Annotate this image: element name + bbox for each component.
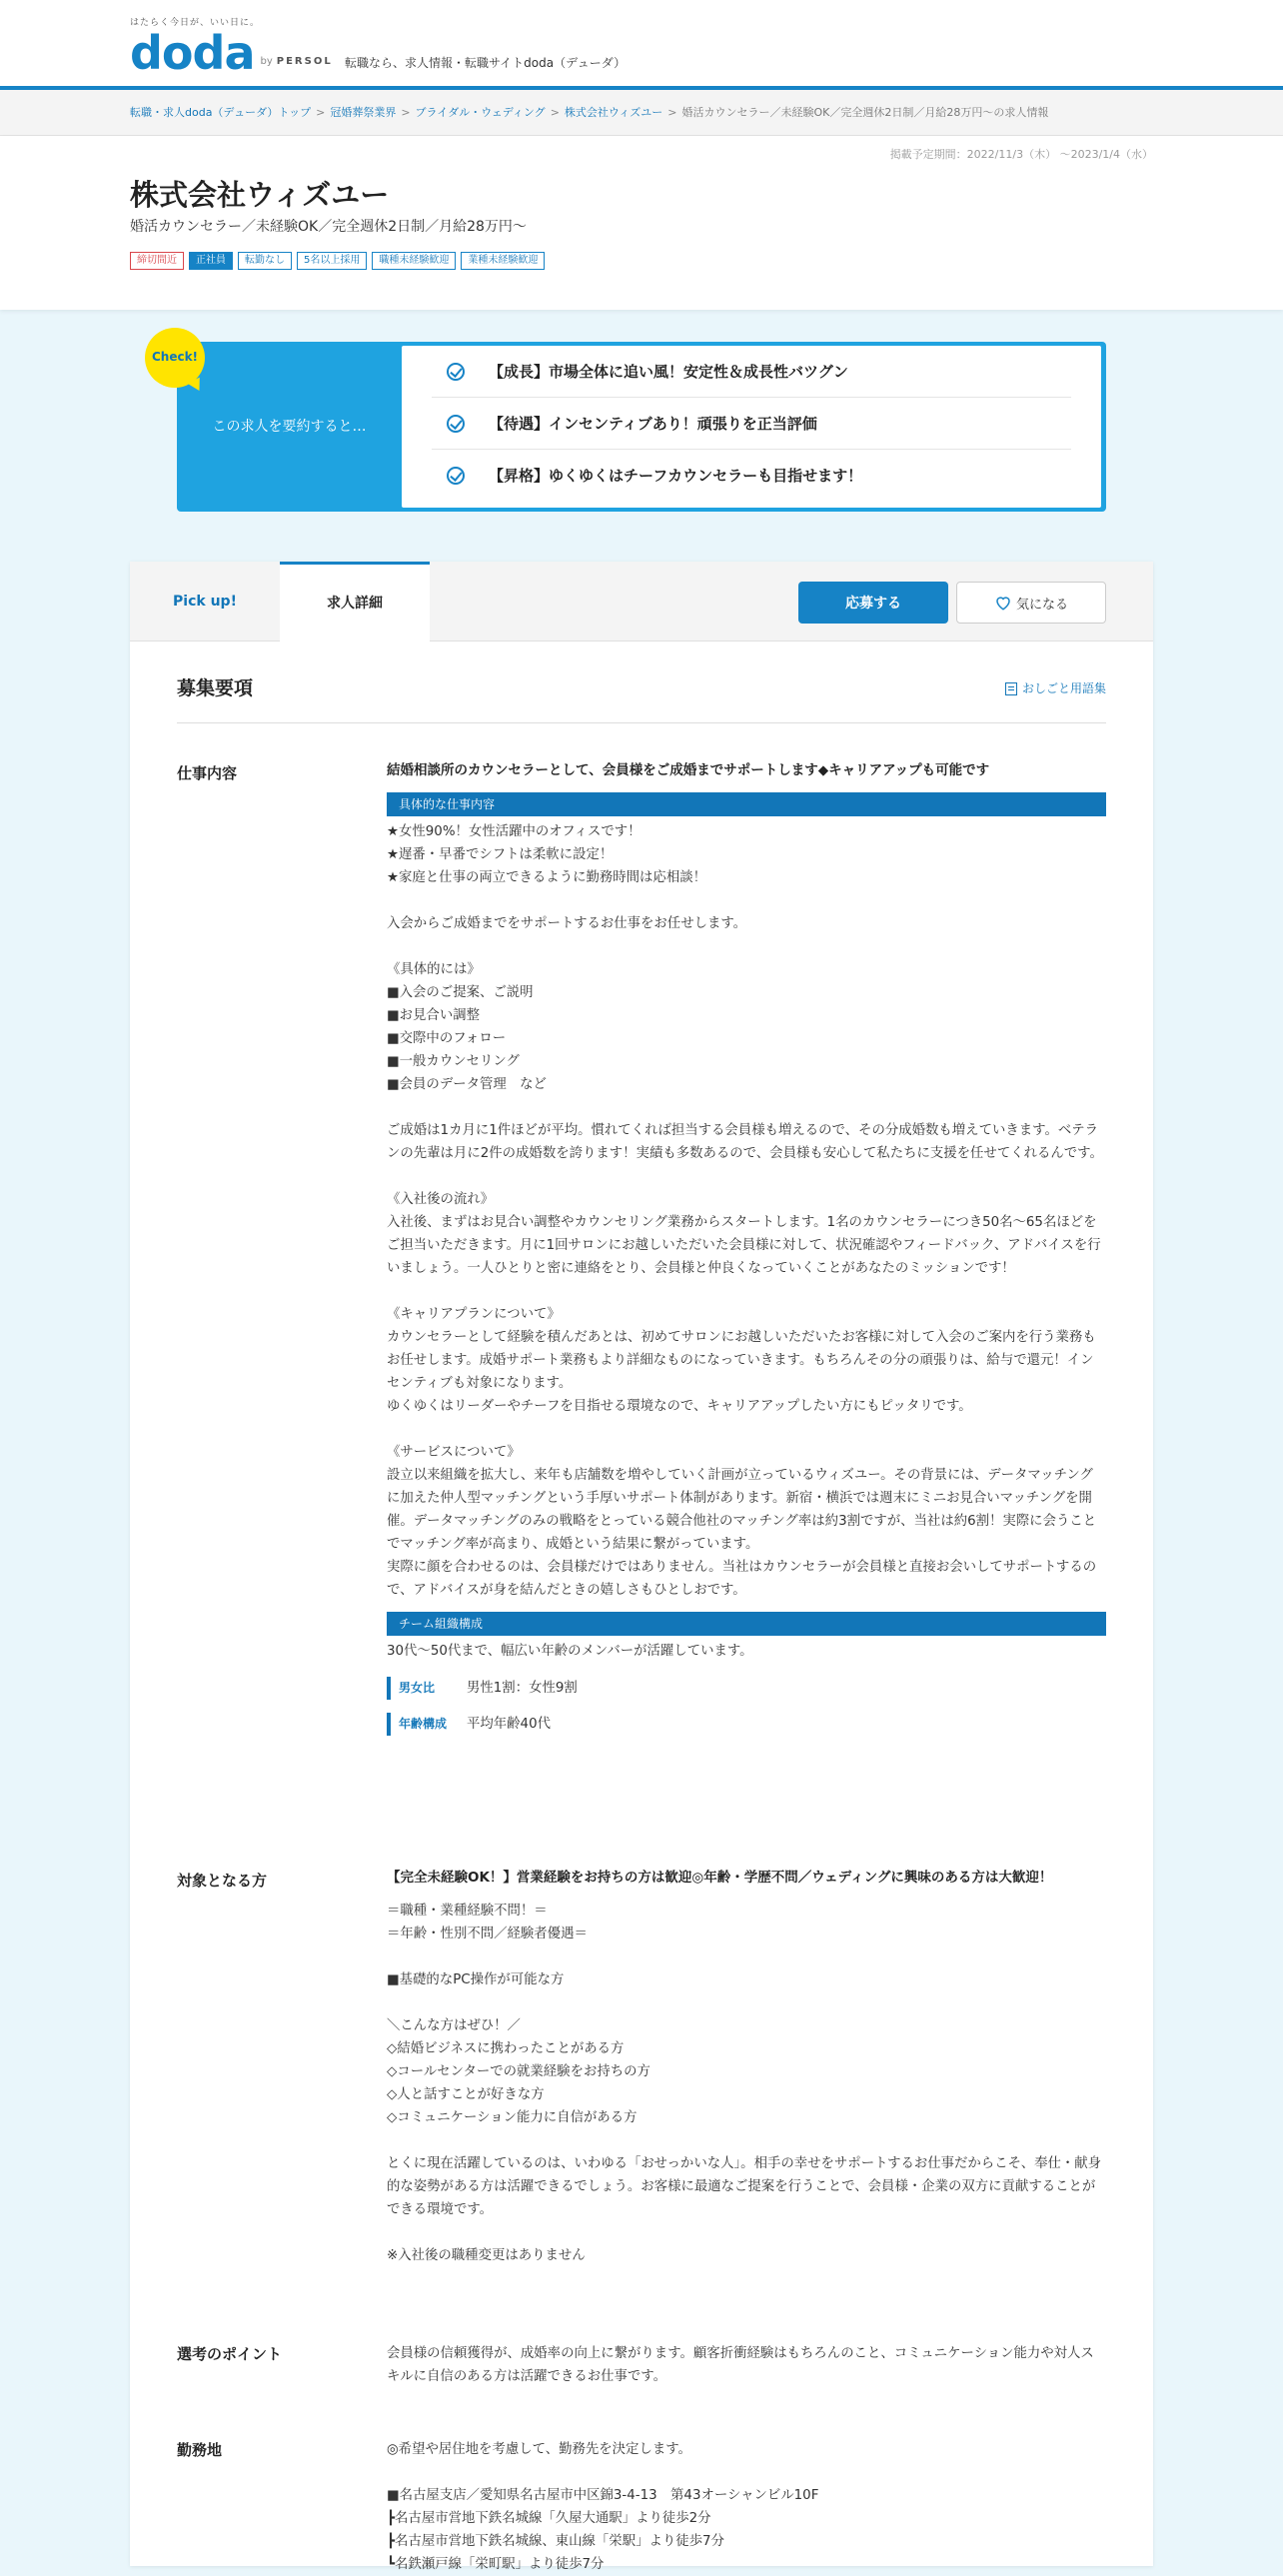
company-name: 株式会社ウィズユー: [130, 178, 390, 212]
summary-item-text: 【成長】市場全体に追い風！安定性＆成長性バツグン: [489, 362, 848, 381]
apply-button[interactable]: 応募する: [798, 582, 948, 624]
tag-full-time: 正社員: [189, 252, 233, 270]
tag-occupation-inexperienced: 職種未経験歓迎: [372, 252, 456, 270]
age-composition-value: 平均年齢40代: [467, 1716, 551, 1732]
summary-item: [432, 398, 1071, 450]
work-label: 仕事内容: [177, 764, 238, 782]
logo-tagline: はたらく今日が、いい日に。: [130, 18, 261, 28]
target-label: 対象となる方: [177, 1872, 268, 1890]
post-period: 掲載予定期間：2022/11/3（木） ～2023/1/4（水）: [889, 148, 1153, 161]
breadcrumb-separator: >: [401, 105, 411, 119]
check-circle-icon: [447, 415, 465, 433]
gender-ratio-value: 男性1割：女性9割: [467, 1680, 578, 1696]
breadcrumb-separator: >: [550, 105, 560, 119]
favorite-button[interactable]: [956, 582, 1106, 624]
check-badge: Check!: [145, 328, 205, 388]
breadcrumb: [0, 90, 1283, 136]
target-content: [387, 1867, 1106, 2267]
job-header: [0, 136, 1283, 310]
team-text: 30代～50代まで、幅広い年齢のメンバーが活躍しています。: [387, 1644, 753, 1659]
age-composition-key: 年齢構成: [387, 1713, 467, 1736]
logo-persol: PERSOL: [276, 56, 333, 68]
breadcrumb-current: 婚活カウンセラー／未経験OK／完全週休2日制／月給28万円～の求人情報: [681, 105, 1049, 119]
section-header: [177, 673, 1106, 723]
selection-label: 選考のポイント: [177, 2345, 283, 2363]
tab-job-detail[interactable]: 求人詳細: [280, 562, 430, 643]
summary-item-text: 【待遇】インセンティブあり！頑張りを正当評価: [489, 414, 817, 433]
gender-ratio-key: 男女比: [387, 1677, 467, 1700]
summary-item: [432, 346, 1071, 398]
site-header: [0, 0, 1283, 90]
glossary-link[interactable]: [1005, 679, 1106, 698]
gender-ratio: [387, 1677, 1106, 1699]
tag-industry-inexperienced: 業種未経験歓迎: [461, 252, 545, 270]
breadcrumb-top[interactable]: 転職・求人doda（デューダ）トップ: [130, 105, 312, 119]
doda-logo[interactable]: [130, 16, 333, 81]
summary-label: この求人を要約すると…: [212, 418, 367, 435]
selection-content: [387, 2342, 1106, 2388]
work-detail-bar: 具体的な仕事内容: [387, 792, 1106, 816]
selection-body: 会員様の信頼獲得が、成婚率の向上に繋がります。顧客折衝経験はもちろんのこと、コミュニケーション能力や対人スキルに自信のある方は活躍できるお仕事です。: [387, 2346, 1094, 2384]
age-composition: [387, 1713, 1106, 1735]
logo-wordmark: doda: [130, 26, 255, 81]
check-circle-icon: [447, 467, 465, 485]
breadcrumb-separator: >: [667, 105, 677, 119]
job-title: 婚活カウンセラー／未経験OK／完全週休2日制／月給28万円～: [130, 219, 527, 235]
job-tags: [130, 252, 545, 270]
check-circle-icon: [447, 363, 465, 381]
breadcrumb-category[interactable]: ブライダル・ウェディング: [415, 105, 546, 119]
tag-multiple-hires: 5名以上採用: [297, 252, 367, 270]
target-body: ＝職種・業種経験不問！＝ ＝年齢・性別不問／経験者優遇＝ ■基礎的なPC操作が可能な方 ＼こんな方はぜひ！／ ◇結婚ビジネスに携わったことがある方 ◇コールセンターでの就業経験をお持ちの方 ◇人と話すことが好きな方 ◇コミュニケーション能力に自信がある方 とくに現在活躍しているのは、いわゆる「おせっかいな人」。相手の幸せをサポートするお仕事だからこそ、奉仕・献身的な姿勢がある方は活躍できるでしょう。お客様に最適なご提案を行うことで、会員様・企業の双方に貢献することができる環境です。 ※入社後の職種変更はありません: [387, 1904, 1102, 2263]
glossary-label: おしごと用語集: [1021, 681, 1106, 695]
location-content: [387, 2438, 1106, 2576]
location-body: ◎希望や居住地を考慮して、勤務先を決定します。 ■名古屋支店／愛知県名古屋市中区錦3-4-13 第43オーシャンビル10F ┣名古屋市営地下鉄名城線「久屋大通駅」より徒歩2分 ┣名古屋市営地下鉄名城線、東山線「栄駅」より徒歩7分 ┗名鉄瀬戸線「栄町駅」より徒歩7分: [387, 2442, 819, 2572]
breadcrumb-company[interactable]: 株式会社ウィズユー: [564, 105, 663, 119]
tab-bar: [130, 562, 1153, 642]
tag-closing-soon: 締切間近: [130, 252, 184, 270]
summary-item-text: 【昇格】ゆくゆくはチーフカウンセラーも目指せます！: [489, 467, 863, 485]
work-body: ★女性90%！女性活躍中のオフィスです！ ★遅番・早番でシフトは柔軟に設定！ ★家庭と仕事の両立できるように勤務時間は応相談！ 入会からご成婚までをサポートするお仕事をお任せします。 《具体的には》 ■入会のご提案、ご説明 ■お見合い調整 ■交際中のフォロー ■一般カウンセリング ■会員のデータ管理 など ご成婚は1カ月に1件ほどが平均。慣れてくれば担当する会員様も増えるので、その分成婚数も増えていきます。ベテランの先輩は月に2件の成婚数を誇ります！実績も多数あるので、会員様も安心して私たちに支援を任せてくれるんです。 《入社後の流れ》 入社後、まずはお見合い調整やカウンセリング業務からスタートします。1名のカウンセラーにつき50名～65名ほどをご担当いただきます。月に1回サロンにお越しいただいた会員様に対して、状況確認やフィードバック、アドバイスを行いましょう。一人ひとりと密に連絡をとり、会員様と仲良くなっていくことがあなたのミッションです！ 《キャリアプランについて》 カウンセラーとして経験を積んだあとは、初めてサロンにお越しいただいたお客様に対して入会のご案内を行う業務もお任せします。成婚サポート業務もより詳細なものになっていきます。もちろんその分の頑張りは、給与で還元！インセンティブも対象になります。 ゆくゆくはリーダーやチーフを目指せる環境なので、キャリアアップしたい方にもピッタリです。 《サービスについて》 設立以来組織を拡大し、来年も店舗数を増やしていく計画が立っているウィズユー。その背景には、データマッチングに加えた仲人型マッチングという手厚いサポート体制があります。新宿・横浜では週末にミニお見合いマッチングを開催。データマッチングのみの戦略をとっている競合他社のマッチング率は約3割ですが、当社は約6割！実際に会うことでマッチング率が高まり、成婚という結果に繋がっています。 実際に顔を合わせるのは、会員様だけではありません。当社はカウンセラーが会員様と直接お会いしてサポートするので、アドバイスが身を結んだときの嬉しさもひとしおです。: [387, 824, 1103, 1598]
summary-item: [432, 450, 1071, 502]
tag-no-relocation: 転勤なし: [238, 252, 292, 270]
job-detail-panel: [130, 562, 1153, 2572]
logo-by: by: [260, 56, 273, 68]
breadcrumb-industry[interactable]: 冠婚葬祭業界: [330, 105, 397, 119]
heart-icon: [994, 594, 1012, 612]
work-content: [387, 759, 1106, 1735]
target-lead: 【完全未経験OK！】営業経験をお持ちの方は歓迎◎年齢・学歴不問／ウェディングに興味のある方は大歓迎！: [387, 1870, 1053, 1886]
book-icon: [1005, 682, 1017, 695]
location-label: 勤務地: [177, 2441, 223, 2459]
tab-pickup[interactable]: Pick up!: [173, 593, 237, 610]
summary-list: [402, 346, 1101, 508]
section-title: 募集要項: [177, 677, 254, 699]
team-bar: チーム組織構成: [387, 1612, 1106, 1636]
breadcrumb-separator: >: [316, 105, 326, 119]
job-summary: [177, 342, 1106, 512]
work-lead: 結婚相談所のカウンセラーとして、会員様をご成婚までサポートします◆キャリアアップも可能です: [387, 762, 990, 778]
favorite-label: 気になる: [1015, 596, 1068, 612]
header-tagline: 転職なら、求人情報・転職サイトdoda（デューダ）: [345, 56, 627, 70]
